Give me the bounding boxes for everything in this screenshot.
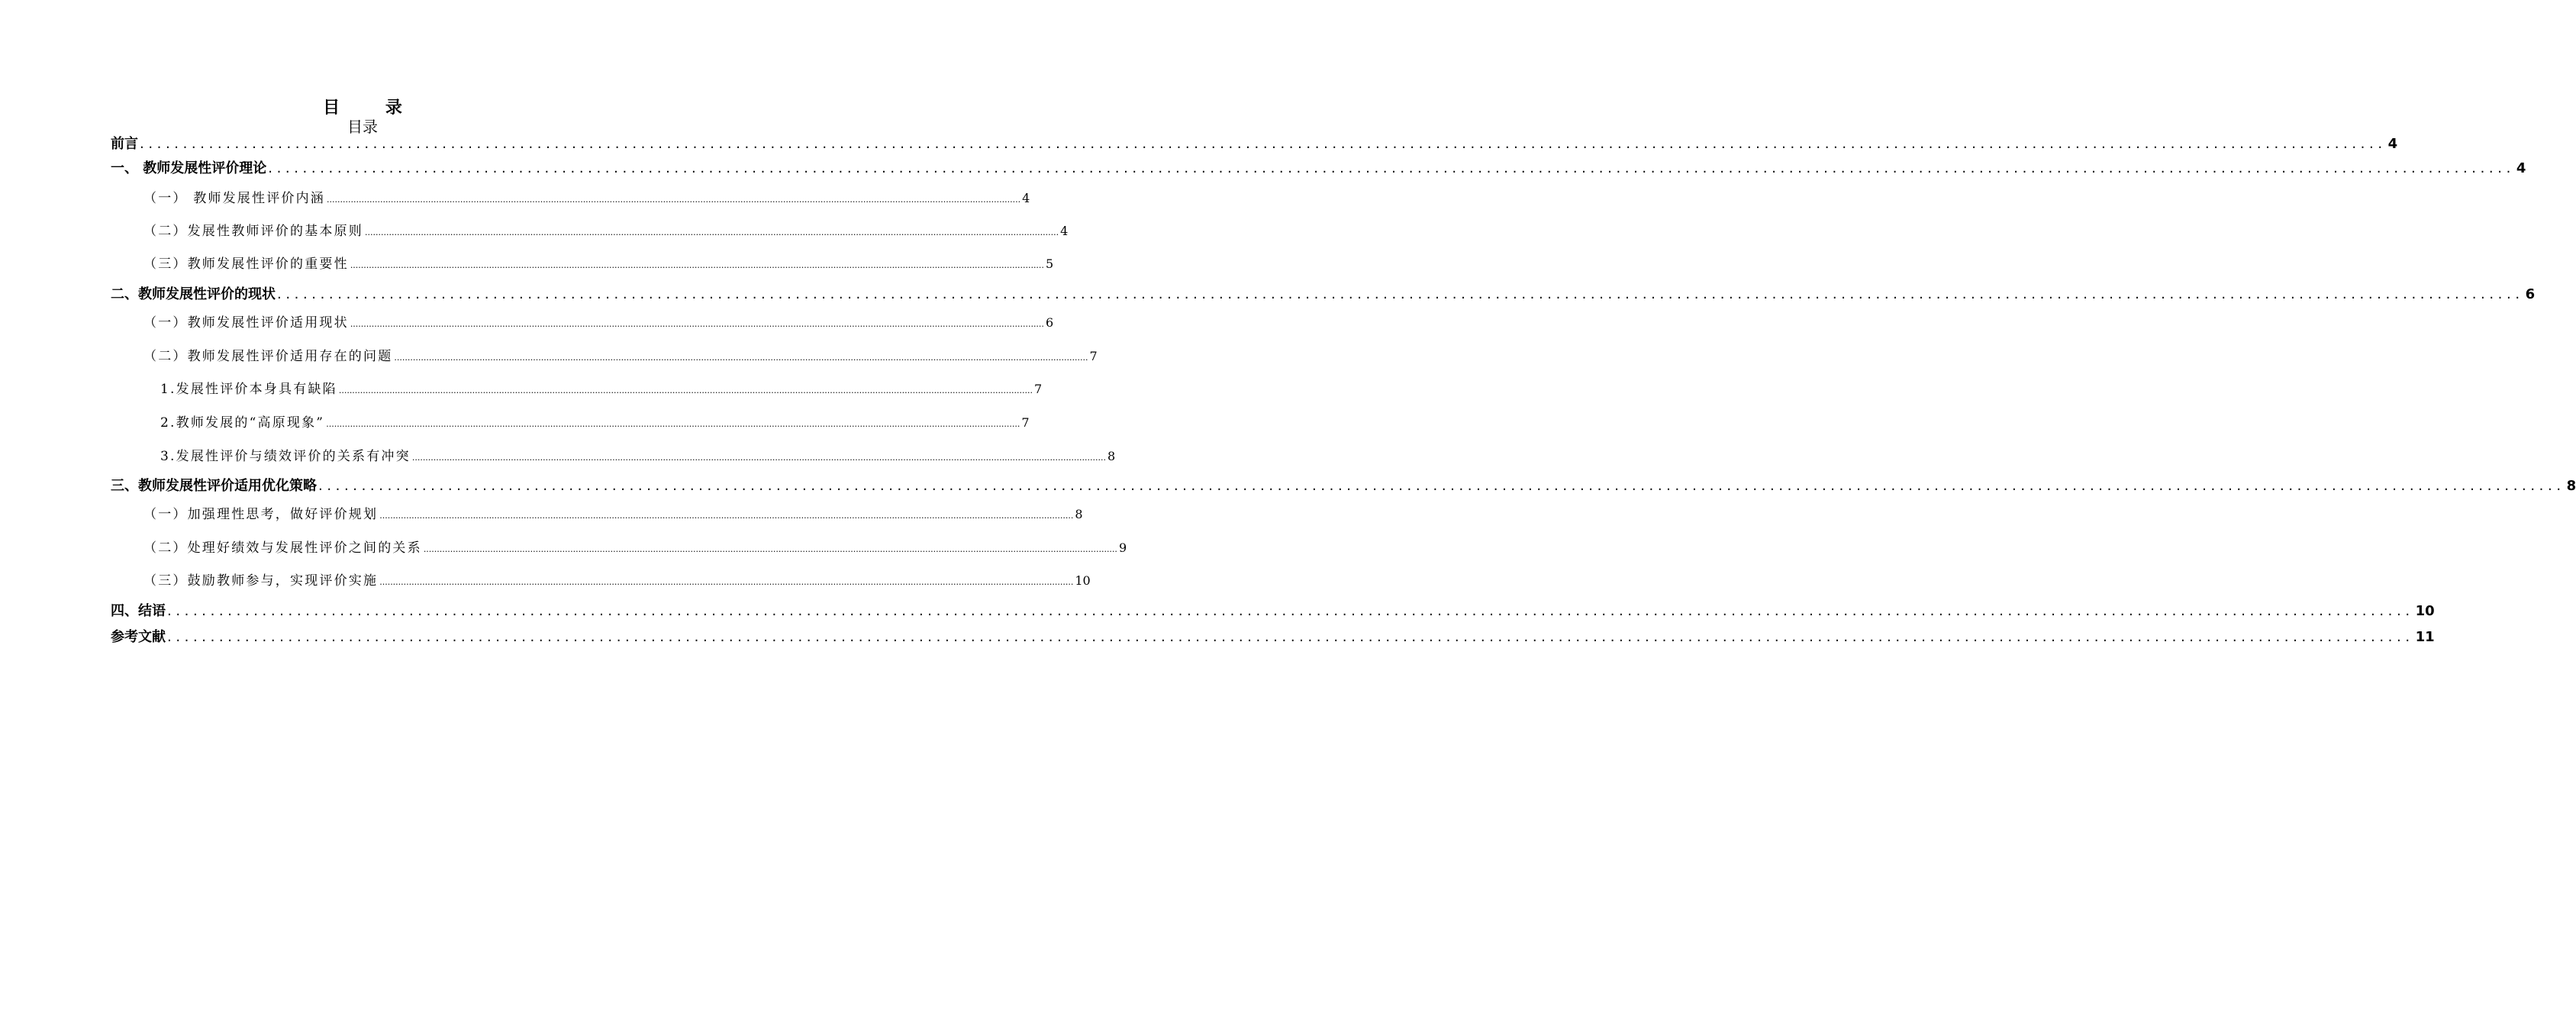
toc-entry-section-2-2[interactable] <box>143 345 1098 365</box>
toc-entry-subsection-2-2-2[interactable] <box>160 411 1030 431</box>
toc-entry-label: 2.教师发展的“高原现象” <box>160 415 325 431</box>
toc-title: 目 录 <box>323 98 422 118</box>
toc-entry-label: 一、 教师发展性评价理论 <box>111 160 267 176</box>
toc-entry-section-2-1[interactable] <box>143 311 1054 331</box>
toc-entry-chapter-2[interactable] <box>111 283 2536 303</box>
toc-entry-page: 9 <box>1118 540 1127 555</box>
dot-leader: .................................................................................................................................................................................................................................................................... <box>338 386 1033 395</box>
toc-entry-subsection-2-2-3[interactable] <box>160 445 1116 465</box>
toc-entry-section-1-3[interactable] <box>143 253 1054 273</box>
toc-entry-chapter-1[interactable] <box>111 157 2526 177</box>
toc-entry-subsection-2-2-1[interactable] <box>160 378 1043 398</box>
dot-leader: .................................................................................................................................................................................................................................................................... <box>379 511 1074 521</box>
toc-entry-label: 参考文献 <box>111 629 166 645</box>
dot-leader: .................................................................................................................................................................................................................................................................... <box>411 453 1106 463</box>
toc-subtitle: 目录 <box>347 118 378 136</box>
toc-entry-page: 7 <box>1021 415 1030 430</box>
toc-entry-label: （三）教师发展性评价的重要性 <box>143 256 349 272</box>
toc-entry-section-3-2[interactable] <box>143 537 1127 557</box>
toc-entry-label: （三）鼓励教师参与，实现评价实施 <box>143 573 379 589</box>
toc-entry-references[interactable] <box>111 626 2435 646</box>
toc-entry-label: 四、结语 <box>111 603 166 619</box>
toc-entry-label: 三、教师发展性评价适用优化策略 <box>111 478 317 494</box>
toc-entry-section-3-3[interactable] <box>143 569 1091 589</box>
toc-entry-label: （一） 教师发展性评价内涵 <box>143 191 326 206</box>
toc-entry-page: 4 <box>2516 160 2526 176</box>
dot-leader: .................................................................................................................................................................................................................................................................... <box>167 603 2414 619</box>
toc-entry-label: 前言 <box>111 136 138 152</box>
toc-entry-page: 8 <box>2566 478 2576 494</box>
toc-entry-section-3-1[interactable] <box>143 503 1083 523</box>
dot-leader: .................................................................................................................................................................................................................................................................... <box>277 286 2524 302</box>
toc-entry-conclusion[interactable] <box>111 600 2435 620</box>
toc-entry-page: 11 <box>2415 629 2435 645</box>
toc-entry-page: 4 <box>1060 224 1069 238</box>
dot-leader: .................................................................................................................................................................................................................................................................... <box>423 544 1117 554</box>
toc-entry-chapter-3[interactable] <box>111 475 2576 495</box>
toc-entry-page: 10 <box>1075 573 1091 588</box>
toc-entry-label: （一）加强理性思考，做好评价规划 <box>143 507 379 522</box>
dot-leader: .................................................................................................................................................................................................................................................................... <box>365 227 1059 237</box>
dot-leader: .................................................................................................................................................................................................................................................................... <box>394 353 1088 363</box>
toc-entry-page: 6 <box>2525 286 2536 302</box>
toc-entry-page: 6 <box>1045 315 1054 330</box>
dot-leader: .................................................................................................................................................................................................................................................................... <box>350 260 1044 270</box>
toc-entry-section-1-2[interactable] <box>143 220 1069 240</box>
dot-leader: .................................................................................................................................................................................................................................................................... <box>167 629 2414 645</box>
toc-entry-label: （一）教师发展性评价适用现状 <box>143 315 349 331</box>
toc-entry-label: 二、教师发展性评价的现状 <box>111 286 276 302</box>
toc-entry-page: 7 <box>1089 349 1098 363</box>
dot-leader: .................................................................................................................................................................................................................................................................... <box>268 160 2515 176</box>
toc-entry-page: 5 <box>1045 256 1054 271</box>
toc-entry-page: 7 <box>1033 382 1043 396</box>
toc-entry-label: （二）处理好绩效与发展性评价之间的关系 <box>143 540 422 556</box>
toc-entry-preface[interactable] <box>111 133 2398 153</box>
toc-entry-label: 3.发展性评价与绩效评价的关系有冲突 <box>160 449 411 464</box>
toc-entry-page: 8 <box>1075 507 1083 521</box>
dot-leader: .................................................................................................................................................................................................................................................................... <box>379 577 1074 587</box>
toc-entry-page: 4 <box>1022 191 1030 205</box>
dot-leader: .................................................................................................................................................................................................................................................................... <box>350 319 1044 329</box>
toc-entry-section-1-1[interactable] <box>143 187 1030 207</box>
toc-entry-page: 10 <box>2415 603 2435 619</box>
toc-entry-page: 8 <box>1107 449 1116 463</box>
dot-leader: .................................................................................................................................................................................................................................................................... <box>327 195 1021 205</box>
toc-entry-page: 4 <box>2387 136 2398 152</box>
toc-entry-label: （二）教师发展性评价适用存在的问题 <box>143 349 393 364</box>
dot-leader: .................................................................................................................................................................................................................................................................... <box>318 478 2565 494</box>
toc-entry-label: 1.发展性评价本身具有缺陷 <box>160 382 337 397</box>
toc-entry-label: （二）发展性教师评价的基本原则 <box>143 224 363 239</box>
dot-leader: .................................................................................................................................................................................................................................................................... <box>140 136 2387 152</box>
dot-leader: .................................................................................................................................................................................................................................................................... <box>326 419 1020 429</box>
